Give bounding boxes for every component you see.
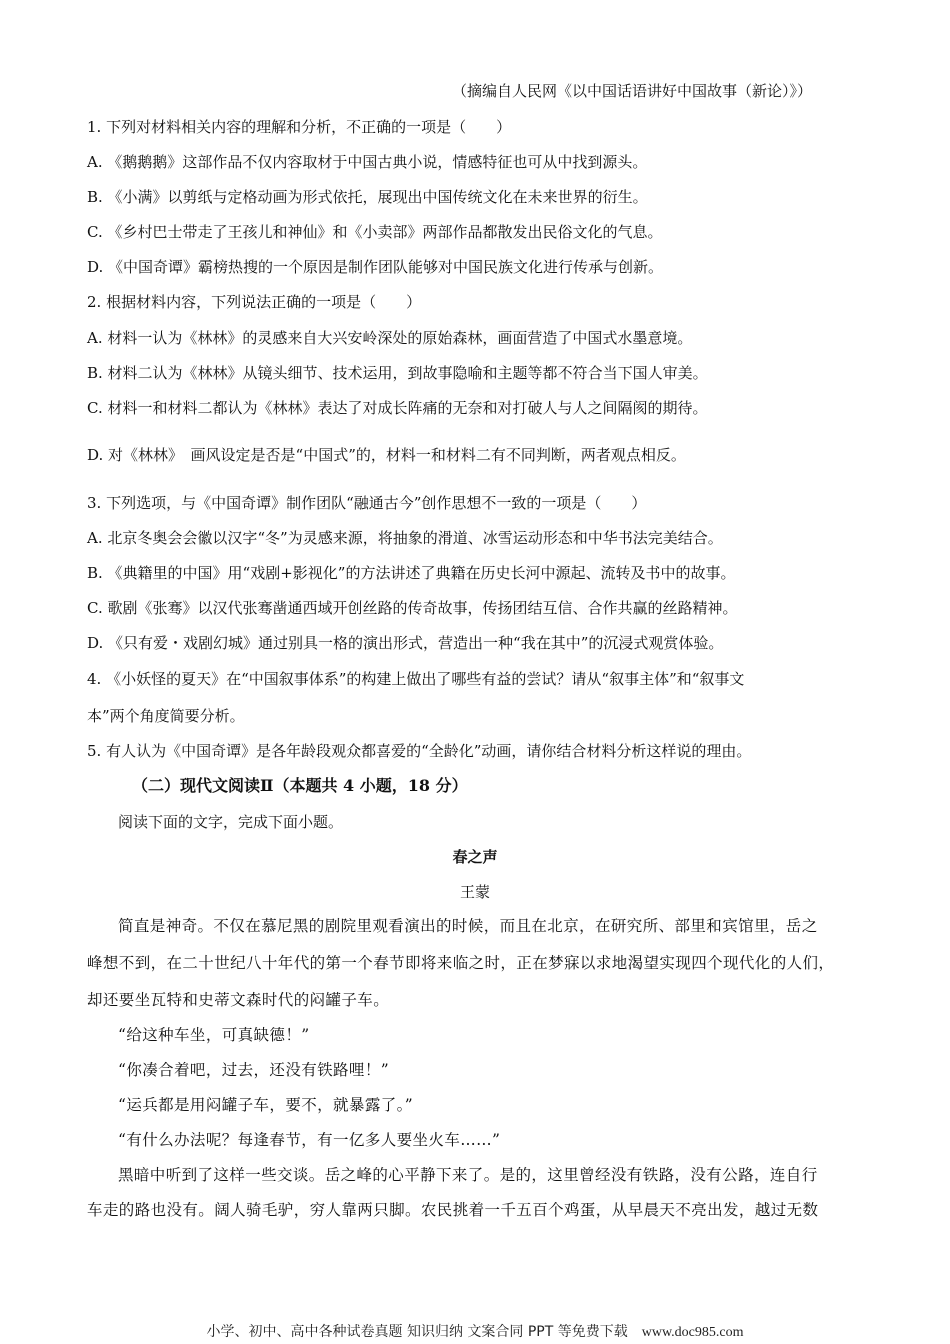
- question-2-option-d: D. 对《林林》 画风设定是否是“中国式”的，材料一和材料二有不同判断，两者观点相反。: [87, 446, 686, 464]
- question-1-option-c: C. 《乡村巴士带走了王孩儿和神仙》和《小卖部》两部作品都散发出民俗文化的气息。: [87, 223, 663, 241]
- story-title: 春之声: [452, 848, 498, 866]
- story-paragraph-1-line-2: 峰想不到，在二十世纪八十年代的第一个春节即将来临之时，正在梦寐以求地渴望实现四个现代化的人们，: [87, 954, 835, 972]
- question-2-stem: 2. 根据材料内容，下列说法正确的一项是（ ）: [87, 293, 422, 311]
- section-heading: （二）现代文阅读Ⅱ（本题共 4 小题，18 分）: [132, 776, 468, 795]
- story-paragraph-2-line-1: 黑暗中听到了这样一些交谈。岳之峰的心平静下来了。是的，这里曾经没有铁路，没有公路，连自行: [118, 1166, 818, 1184]
- story-paragraph-1-line-1: 简直是神奇。不仅在慕尼黑的剧院里观看演出的时候，而且在北京，在研究所、部里和宾馆里，岳之: [118, 917, 818, 935]
- question-3-option-a: A. 北京冬奥会会徽以汉字“冬”为灵感来源，将抽象的滑道、冰雪运动形态和中华书法完美结合。: [87, 529, 723, 547]
- question-4-line-1: 4. 《小妖怪的夏天》在“中国叙事体系”的构建上做出了哪些有益的尝试？请从“叙事主体”和“叙事文: [87, 670, 745, 688]
- reading-instruction: 阅读下面的文字，完成下面小题。: [118, 813, 344, 831]
- question-2-option-c: C. 材料一和材料二都认为《林林》表达了对成长阵痛的无奈和对打破人与人之间隔阂的期待。: [87, 399, 708, 417]
- story-author: 王蒙: [459, 883, 490, 901]
- footer-text: 小学、初中、高中各种试卷真题 知识归纳 文案合同 PPT 等免费下载: [206, 1324, 628, 1340]
- question-3-option-b: B. 《典籍里的中国》用“戏剧+影视化”的方法讲述了典籍在历史长河中源起、流转及书中的故事。: [87, 564, 736, 582]
- story-dialogue-1: “给这种车坐，可真缺德！”: [118, 1026, 310, 1044]
- question-1-option-b: B. 《小满》以剪纸与定格动画为形式依托，展现出中国传统文化在未来世界的衍生。: [87, 188, 648, 206]
- question-1-option-a: A. 《鹅鹅鹅》这部作品不仅内容取材于中国古典小说，情感特征也可从中找到源头。: [87, 153, 648, 171]
- question-4-line-2: 本”两个角度简要分析。: [87, 707, 245, 725]
- story-paragraph-1-line-3: 却还要坐瓦特和史蒂文森时代的闷罐子车。: [87, 991, 390, 1009]
- footer-link[interactable]: www.doc985.com: [641, 1325, 744, 1340]
- question-2-option-a: A. 材料一认为《林林》的灵感来自大兴安岭深处的原始森林，画面营造了中国式水墨意境。: [87, 329, 693, 347]
- story-paragraph-2-line-2: 车走的路也没有。阔人骑毛驴，穷人靠两只脚。农民挑着一千五百个鸡蛋，从早晨天不亮出发，越过无数: [87, 1201, 819, 1219]
- question-2-option-b: B. 材料二认为《林林》从镜头细节、技术运用，到故事隐喻和主题等都不符合当下国人审美。: [87, 364, 708, 382]
- story-dialogue-3: “运兵都是用闷罐子车，要不，就暴露了。”: [118, 1096, 414, 1114]
- source-citation: （摘编自人民网《以中国话语讲好中国故事（新论）》）: [452, 82, 813, 100]
- story-dialogue-4: “有什么办法呢？每逢春节，有一亿多人要坐火车……”: [118, 1131, 501, 1149]
- question-3-stem: 3. 下列选项，与《中国奇谭》制作团队“融通古今”创作思想不一致的一项是（ ）: [87, 494, 647, 512]
- question-3-option-d: D. 《只有爱・戏剧幻城》通过别具一格的演出形式，营造出一种“我在其中”的沉浸式观赏体验。: [87, 634, 724, 652]
- question-1-stem: 1. 下列对材料相关内容的理解和分析，不正确的一项是（ ）: [87, 118, 512, 136]
- story-dialogue-2: “你凑合着吧，过去，还没有铁路哩！”: [118, 1061, 390, 1079]
- question-1-option-d: D. 《中国奇谭》霸榜热搜的一个原因是制作团队能够对中国民族文化进行传承与创新。: [87, 258, 664, 276]
- page-footer: [0, 1323, 950, 1342]
- question-3-option-c: C. 歌剧《张骞》以汉代张骞凿通西域开创丝路的传奇故事，传扬团结互信、合作共赢的丝路精神。: [87, 599, 738, 617]
- question-5: 5. 有人认为《中国奇谭》是各年龄段观众都喜爱的“全龄化”动画，请你结合材料分析这样说的理由。: [87, 742, 752, 760]
